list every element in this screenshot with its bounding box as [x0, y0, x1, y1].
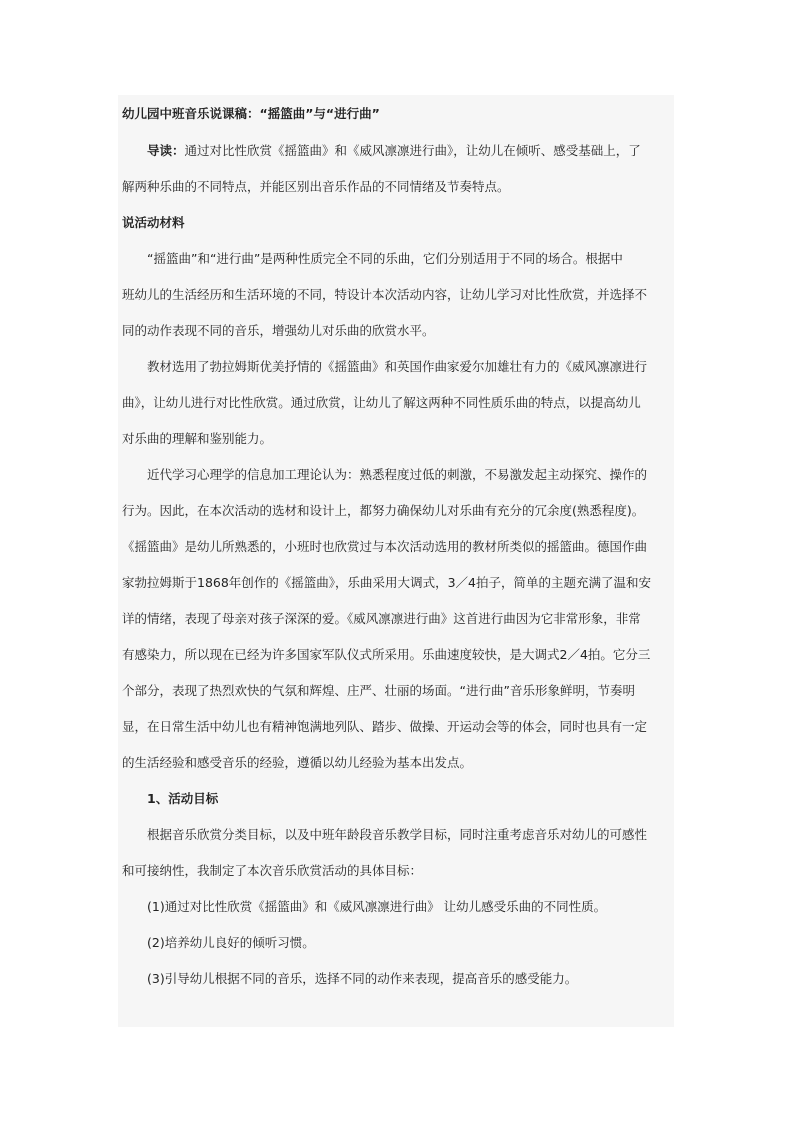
document-title: 幼儿园中班音乐说课稿：“摇篮曲”与“进行曲”	[122, 106, 380, 121]
lead-text-1: 通过对比性欣赏《摇篮曲》和《威风凛凛进行曲》，让幼儿在倾听、感受基础上，了	[184, 143, 641, 158]
para3-line: 《摇篮曲》是幼儿所熟悉的，小班时也欣赏过与本次活动选用的教材所类似的摇篮曲。德国作曲	[122, 539, 648, 554]
lead-label: 导读：	[147, 143, 185, 158]
para1-line: “摇篮曲”和“进行曲”是两种性质完全不同的乐曲，它们分别适用于不同的场合。根据中	[147, 251, 623, 266]
para3-line: 显，在日常生活中幼儿也有精神饱满地列队、踏步、做操、开运动会等的体会，同时也具有一定	[122, 719, 648, 734]
document-page	[118, 95, 674, 1027]
para2-line: 对乐曲的理解和鉴别能力。	[122, 431, 273, 446]
goal-item: (3)引导幼儿根据不同的音乐，选择不同的动作来表现，提高音乐的感受能力。	[147, 971, 578, 986]
para1-line: 班幼儿的生活经历和生活环境的不同，特设计本次活动内容，让幼儿学习对比性欣赏，并选择不	[122, 287, 648, 302]
para4-line: 和可接纳性，我制定了本次音乐欣赏活动的具体目标：	[122, 863, 423, 878]
lead-line-2: 解两种乐曲的不同特点，并能区别出音乐作品的不同情绪及节奏特点。	[122, 179, 510, 194]
para3-line: 个部分，表现了热烈欢快的气氛和辉煌、庄严、壮丽的场面。“进行曲”音乐形象鲜明，节奏明	[122, 683, 635, 698]
lead-line-1	[122, 133, 670, 169]
para3-line: 近代学习心理学的信息加工理论认为：熟悉程度过低的刺激，不易激发起主动探究、操作的	[147, 467, 648, 482]
para3-line: 行为。因此，在本次活动的选材和设计上，都努力确保幼儿对乐曲有充分的冗余度(熟悉程度)。	[122, 503, 645, 518]
goal-item: (2)培养幼儿良好的倾听习惯。	[147, 935, 315, 950]
para3-line: 有感染力，所以现在已经为许多国家军队仪式所采用。乐曲速度较快，是大调式2／4拍。它分三	[122, 647, 651, 662]
para3-line: 家勃拉姆斯于1868年创作的《摇篮曲》，乐曲采用大调式，3／4拍子，简单的主题充满了温和安	[122, 575, 651, 590]
section-heading-goals: 1、活动目标	[147, 791, 219, 806]
section-heading-materials: 说活动材料	[122, 215, 185, 230]
para2-line: 教材选用了勃拉姆斯优美抒情的《摇篮曲》和英国作曲家爱尔加雄壮有力的《威风凛凛进行	[147, 359, 648, 374]
para3-line: 的生活经验和感受音乐的经验，遵循以幼儿经验为基本出发点。	[122, 755, 473, 770]
goal-item: (1)通过对比性欣赏《摇篮曲》和《威风凛凛进行曲》 让幼儿感受乐曲的不同性质。	[147, 899, 607, 914]
para2-line: 曲》，让幼儿进行对比性欣赏。通过欣赏，让幼儿了解这两种不同性质乐曲的特点，以提高幼儿	[122, 395, 641, 410]
para3-line: 详的情绪，表现了母亲对孩子深深的爱。《威风凛凛进行曲》这首进行曲因为它非常形象，非常	[122, 611, 641, 626]
para4-line: 根据音乐欣赏分类目标，以及中班年龄段音乐教学目标，同时注重考虑音乐对幼儿的可感性	[147, 827, 648, 842]
para1-line: 同的动作表现不同的音乐，增强幼儿对乐曲的欣赏水平。	[122, 323, 435, 338]
